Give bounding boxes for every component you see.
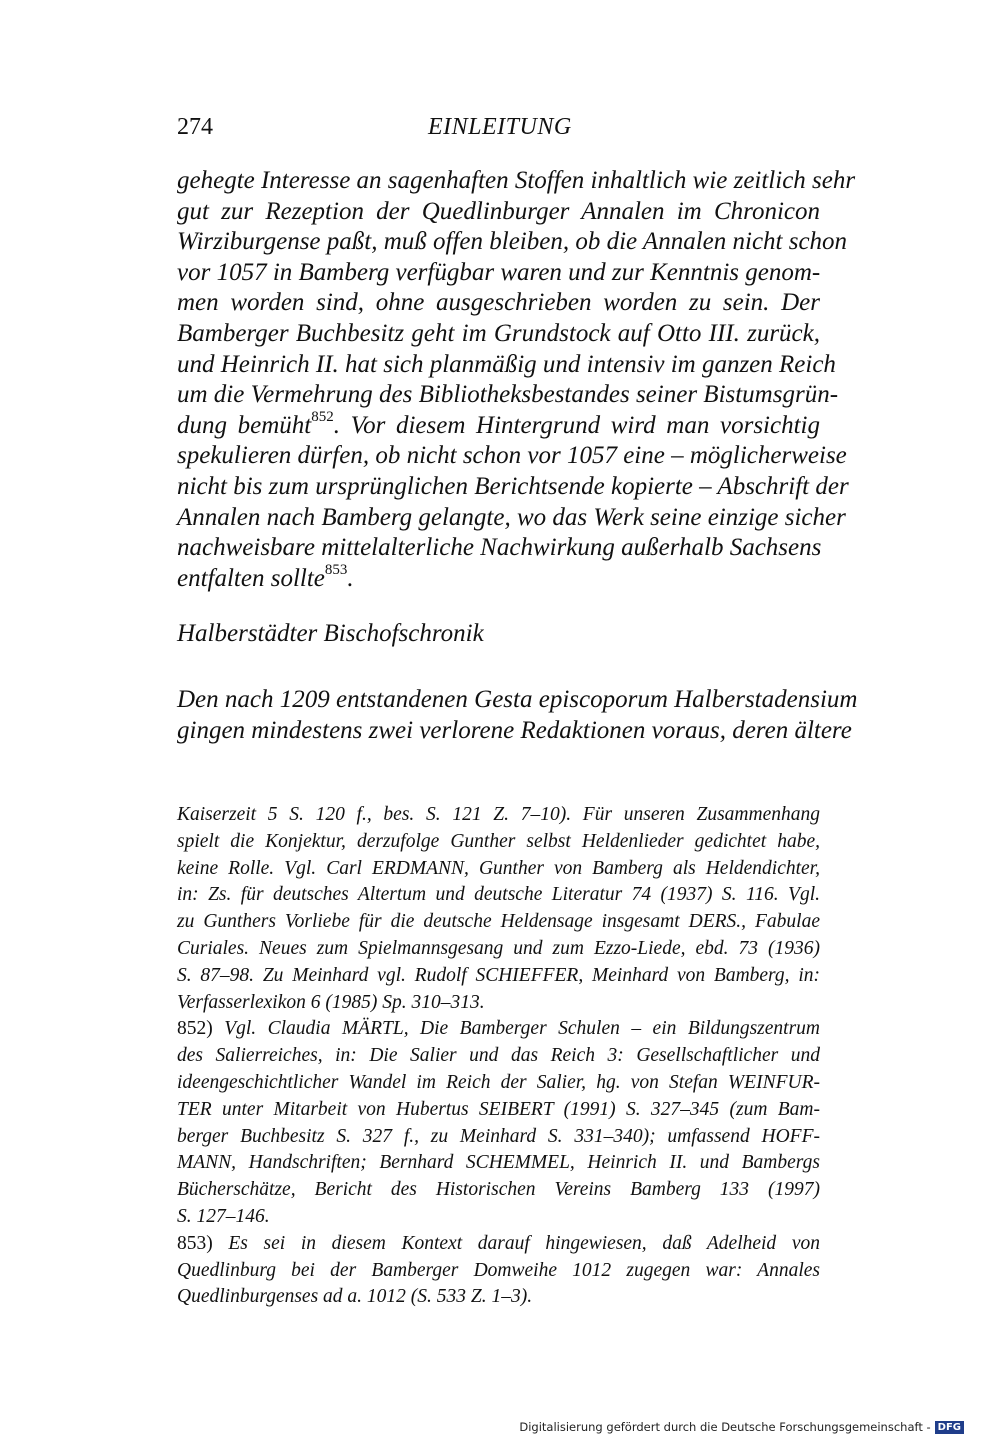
text-line: gehegte Interesse an sagenhaften Stoffen inhaltlich wie zeitlich sehr <box>177 167 856 194</box>
footnote-line: S. 87–98. Zu Meinhard vgl. Rudolf SCHIEFFER, Meinhard von Bamberg, in: <box>177 964 820 986</box>
footnote-ref-853[interactable]: 853 <box>324 562 348 579</box>
footnote-number-852: 852) <box>177 1018 213 1040</box>
footnote-line: Bücherschätze, Bericht des Historischen Vereins Bamberg 133 (1997) <box>177 1179 820 1201</box>
section-text <box>177 684 858 746</box>
running-head: EINLEITUNG <box>428 114 572 140</box>
text-line: Wirziburgense paßt, muß offen bleiben, ob die Annalen nicht schon <box>177 228 848 256</box>
text-line <box>177 564 820 595</box>
footnote-852-first-line <box>177 1016 820 1043</box>
text-line: nicht bis zum ursprünglichen Berichtsende kopierte – Abschrift der <box>177 472 849 500</box>
footnote-line: Kaiserzeit 5 S. 120 f., bes. S. 121 Z. 7–10). Für unseren Zusammenhang <box>177 804 820 825</box>
text-line: Bamberger Buchbesitz geht im Grundstock auf Otto III. zurück, <box>177 319 820 347</box>
footnote-line: Verfasserlexikon 6 (1985) Sp. 310–313. <box>177 991 485 1013</box>
page-number: 274 <box>177 114 213 140</box>
text-line: spekulieren dürfen, ob nicht schon vor 1057 eine – möglicherweise <box>177 442 847 470</box>
footnote-line: ideengeschichtlicher Wandel im Reich der Salier, hg. von Stefan WEINFUR- <box>177 1071 820 1093</box>
text-fragment: Vgl. Claudia MÄRTL, Die Bamberger Schulen – ein Bildungszentrum <box>212 1018 820 1040</box>
footer-credit <box>519 1420 964 1434</box>
text-fragment: entfalten sollte <box>177 564 325 592</box>
footnote-line: berger Buchbesitz S. 327 f., zu Meinhard S. 331–340); umfassend HOFF- <box>177 1125 820 1147</box>
footnote-line: in: Zs. für deutsches Altertum und deutsche Literatur 74 (1937) S. 116. Vgl. <box>177 884 820 906</box>
text-line: gingen mindestens zwei verlorene Redaktionen voraus, deren ältere <box>177 717 852 744</box>
footnote-line: Quedlinburgenses ad a. 1012 (S. 533 Z. 1–3). <box>177 1286 533 1308</box>
footnote-line: S. 127–146. <box>177 1205 270 1227</box>
text-line: vor 1057 in Bamberg verfügbar waren und zur Kenntnis genom- <box>177 258 821 286</box>
footnote-ref-852[interactable]: 852 <box>311 409 334 426</box>
text-line: um die Vermehrung des Bibliotheksbestandes seiner Bistumsgrün- <box>177 381 839 409</box>
text-fragment: dung bemüht <box>177 411 312 439</box>
footnote-number-853: 853) <box>177 1232 213 1254</box>
footnote-line: keine Rolle. Vgl. Carl ERDMANN, Gunther von Bamberg als Heldendichter, <box>177 857 820 879</box>
text-fragment: Es sei in diesem Kontext darauf hingewiesen, daß Adelheid von <box>212 1232 820 1254</box>
footnotes <box>177 802 820 1311</box>
credit-text: Digitalisierung gefördert durch die Deutsche Forschungsgemeinschaft - <box>519 1420 931 1434</box>
footnote-line: Curiales. Neues zum Spielmannsgesang und zum Ezzo-Liede, ebd. 73 (1936) <box>177 937 820 959</box>
text-line: gut zur Rezeption der Quedlinburger Annalen im Chronicon <box>177 197 820 225</box>
footnote-853-first-line <box>177 1231 820 1258</box>
text-fragment: . Vor diesem Hintergrund wird man vorsichtig <box>333 411 820 439</box>
text-line <box>177 411 820 442</box>
footnote-line: spielt die Konjektur, derzufolge Gunther selbst Heldenlieder gedichtet habe, <box>177 830 820 852</box>
text-line: men worden sind, ohne ausgeschrieben worden zu sein. Der <box>177 289 820 317</box>
text-fragment: . <box>347 564 354 592</box>
section-heading: Halberstädter Bischofschronik <box>177 620 484 647</box>
footnote-line: Quedlinburg bei der Bamberger Domweihe 1012 zugegen war: Annales <box>177 1259 820 1281</box>
footnote-line: des Salierreiches, in: Die Salier und das Reich 3: Gesellschaftlicher und <box>177 1045 820 1067</box>
footnote-line: zu Gunthers Vorliebe für die deutsche Heldensage insgesamt DERS., Fabulae <box>177 911 820 933</box>
footnote-line: TER unter Mitarbeit von Hubertus SEIBERT (1991) S. 327–345 (zum Bam- <box>177 1098 820 1120</box>
dfg-logo: DFG <box>935 1421 964 1434</box>
text-line: Den nach 1209 entstandenen Gesta episcoporum Halberstadensium <box>177 686 858 713</box>
footnote-line: MANN, Handschriften; Bernhard SCHEMMEL, Heinrich II. und Bambergs <box>177 1152 820 1174</box>
text-line: und Heinrich II. hat sich planmäßig und intensiv im ganzen Reich <box>177 350 836 378</box>
main-text <box>177 166 856 594</box>
text-line: Annalen nach Bamberg gelangte, wo das Werk seine einzige sicher <box>177 503 846 531</box>
text-line: nachweisbare mittelalterliche Nachwirkung außerhalb Sachsens <box>177 534 822 562</box>
